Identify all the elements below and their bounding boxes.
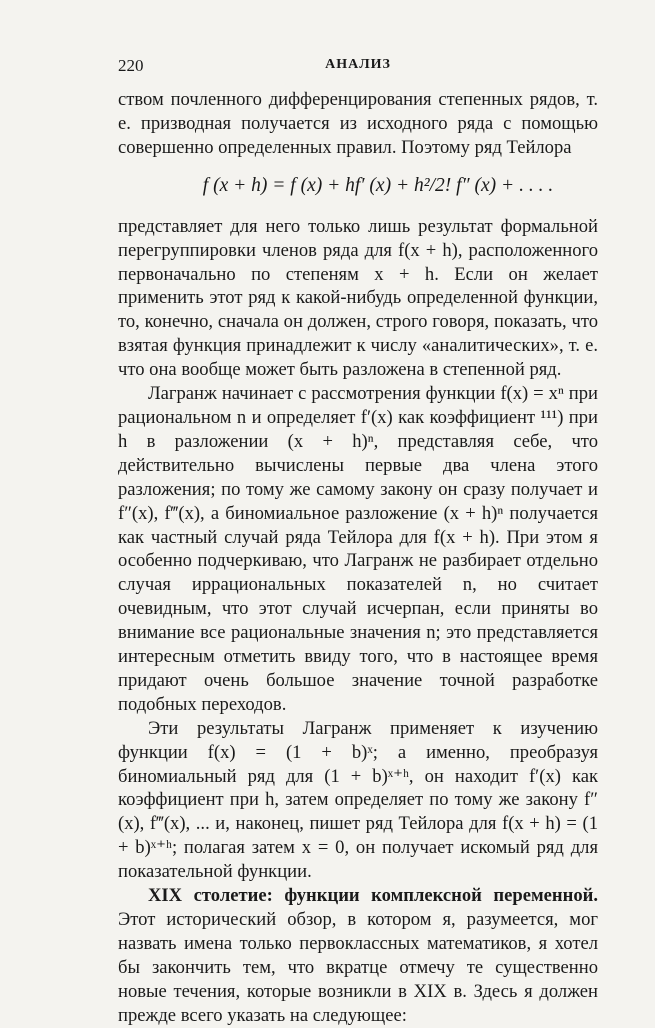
section-heading: XIX столетие: функции комплексной переменной. — [148, 885, 598, 907]
paragraph-lagrange-exponential: Эти результаты Лагранж применяет к изучению функции f(x) = (1 + b)ˣ; а именно, преобразуя биномиальный ряд для (1 + b)ˣ⁺ʰ, он находит f′(x) как коэффициент при h, затем определяет по тому же закону f″(x), f‴(x), ... и, наконец, пишет ряд Тейлора для f(x + h) = (1 + b)ˣ⁺ʰ; полагая затем x = 0, он получает искомый ряд для показательной функции. — [118, 717, 598, 883]
paragraph-continuation: ством почленного дифференцирования степенных рядов, т. е. призводная получается из исходного ряда с помощью совершенно определенных правил. Поэтому ряд Тейлора — [118, 89, 598, 158]
running-title: АНАЛИЗ — [325, 57, 391, 72]
page-number: 220 — [118, 56, 144, 75]
taylor-series-formula: f (x + h) = f (x) + hf′ (x) + h²/2! f″ (x) + . . . . — [202, 174, 554, 196]
paragraph-formal-regrouping: представляет для него только лишь результат формальной перегруппировки членов ряда для f(x + h), расположенного первоначально по степеням x + h. Если он желает применить этот ряд к какой-нибудь определенной функции, то, конечно, сначала он должен, строго говоря, показать, что взятая функция принадлежит к числу «аналитических», т. е. что она вообще может быть разложена в степенной ряд. — [118, 215, 598, 381]
paragraph-text: Этот исторический обзор, в котором я, разумеется, мог назвать имена только первоклассных математиков, я хотел бы закончить тем, что вкратце отмечу те существенно новые течения, которые возникли в XIX в. Здесь я должен прежде всего указать на следующее: — [118, 909, 598, 1026]
page-body — [118, 88, 598, 1028]
page-header — [118, 56, 598, 78]
paragraph-nineteenth-century — [118, 884, 598, 1027]
paragraph-lagrange-power-function: Лагранж начинает с рассмотрения функции f(x) = xⁿ при рациональном n и определяет f′(x) как коэффициент ¹¹¹) при h в разложении (x + h)ⁿ, представляя себе, что действительно вычислены первые два члена этого разложения; по тому же самому закону он сразу получает и f″(x), f‴(x), а биномиальное разложение (x + h)ⁿ получается как частный случай ряда Тейлора для f(x + h). При этом я особенно подчеркиваю, что Лагранж не разбирает отдельно случая иррациональных показателей n, но считает очевидным, что этот случай исчерпан, если приняты во внимание все рациональные значения n; это представляется интересным отметить ввиду того, что в настоящее время придают очень большое значение точной разработке подобных переходов. — [118, 383, 598, 715]
